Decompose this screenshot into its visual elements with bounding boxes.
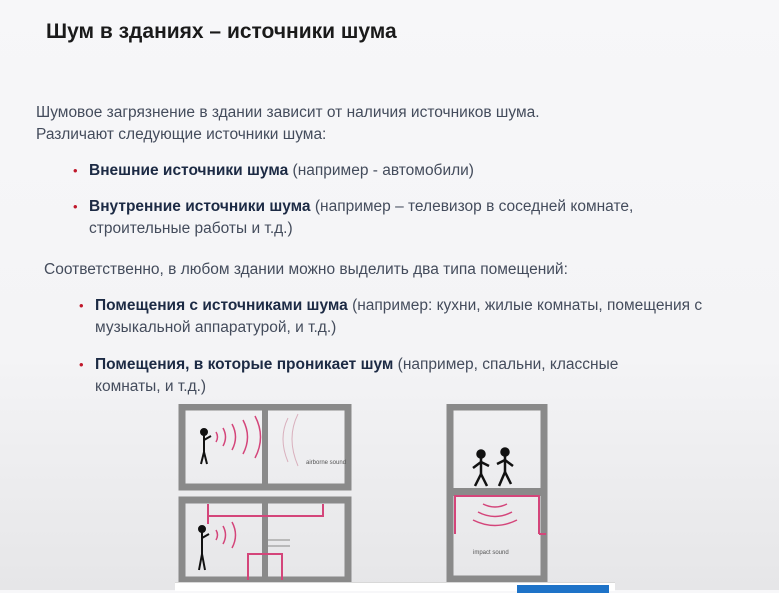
bullet-icon: • bbox=[79, 357, 84, 372]
airborne-sound-diagram bbox=[178, 404, 353, 584]
list-item-bold: Помещения, в которые проникает шум bbox=[95, 356, 394, 373]
impact-sound-diagram bbox=[445, 404, 550, 582]
controls-button[interactable] bbox=[517, 585, 609, 593]
rooms-intro: Соответственно, в любом здании можно выделить два типа помещений: bbox=[44, 261, 568, 278]
intro-line-1: Шумовое загрязнение в здании зависит от наличия источников шума. bbox=[36, 104, 540, 121]
sound-wave-icon bbox=[216, 416, 261, 458]
intro-line-2: Различают следующие источники шума: bbox=[36, 126, 327, 143]
person-icon bbox=[199, 526, 209, 570]
list-item-noise-source-rooms bbox=[79, 295, 745, 339]
list-item-text: (например: кухни, жилые комнаты, помещения с музыкальной аппаратурой, и т.д.) bbox=[95, 297, 703, 336]
list-item-text: (например – телевизор в соседней комнате, строительные работы и т.д.) bbox=[89, 198, 634, 237]
list-item-text: (например - автомобили) bbox=[288, 162, 474, 179]
sound-wave-icon bbox=[473, 504, 517, 526]
intro-paragraph bbox=[36, 102, 736, 146]
list-item-text: (например, спальни, классные комнаты, и т.д.) bbox=[95, 356, 619, 395]
bullet-icon: • bbox=[73, 163, 78, 178]
person-icon bbox=[201, 429, 211, 464]
airborne-caption: airborne sound bbox=[306, 460, 347, 466]
list-item-internal-sources bbox=[73, 196, 709, 240]
impact-caption: impact sound bbox=[473, 550, 509, 556]
list-item-external-sources bbox=[73, 160, 739, 182]
list-item-bold: Помещения с источниками шума bbox=[95, 297, 348, 314]
list-item-bold: Внутренние источники шума bbox=[89, 198, 311, 215]
list-item-noise-receiving-rooms bbox=[79, 354, 685, 398]
slide-title: Шум в зданиях – источники шума bbox=[46, 20, 397, 43]
list-item-bold: Внешние источники шума bbox=[89, 162, 289, 179]
bullet-icon: • bbox=[79, 298, 84, 313]
bullet-icon: • bbox=[73, 199, 78, 214]
walking-people-icon bbox=[473, 449, 513, 487]
